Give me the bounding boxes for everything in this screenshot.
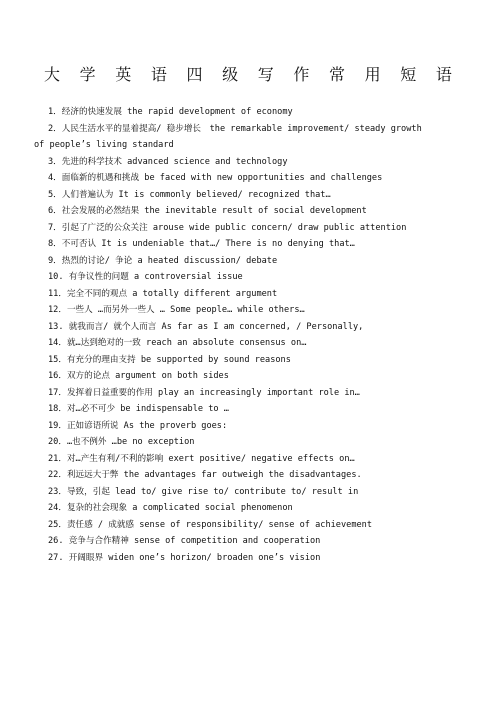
title-char: 语 — [435, 65, 452, 84]
phrase-item: 2．人民生活水平的显着提高/ 稳步增长 the remarkable improvement/ steady growth — [48, 123, 422, 134]
phrase-item: 6．社会发展的必然结果 the inevitable result of social development — [48, 206, 367, 216]
phrase-item: 15．有充分的理由支持 be supported by sound reasons — [48, 354, 291, 365]
phrase-list — [34, 104, 464, 566]
title-char: 四 — [186, 65, 203, 84]
title-char: 常 — [329, 65, 346, 84]
phrase-item: 24．复杂的社会现象 a complicated social phenomenon — [48, 503, 293, 513]
title-char: 语 — [150, 65, 167, 84]
phrase-item: 14．就…达到绝对的一致 reach an absolute consensus on… — [48, 338, 307, 348]
phrase-item: 13. 就我而言/ 就个人而言 As far as I am concerned, / Personally, — [48, 321, 364, 332]
phrase-item: 26. 竞争与合作精神 sense of competition and cooperation — [48, 536, 321, 546]
phrase-item: 12．一些人 …而另外一些人 … Some people… while others… — [48, 305, 305, 315]
phrase-item: 8．不可否认 It is undeniable that…/ There is no denying that… — [48, 239, 355, 249]
phrase-item: 11．完全不同的观点 a totally different argument — [48, 288, 278, 299]
phrase-item: 16．双方的论点 argument on both sides — [48, 371, 229, 381]
phrase-item: 19．正如谚语所说 As the proverb goes: — [48, 420, 228, 431]
phrase-item: 10. 有争议性的问题 a controversial issue — [48, 272, 243, 282]
title-char: 作 — [293, 65, 310, 84]
phrase-item: 20．…也不例外 …be no exception — [48, 437, 195, 447]
phrase-item: 18．对…必不可少 be indispensable to … — [48, 404, 229, 414]
phrase-item: 27. 开阔眼界 widen one’s horizon/ broaden one’s vision — [48, 552, 321, 563]
phrase-item: 4．面临新的机遇和挑战 be faced with new opportunities and challenges — [48, 173, 383, 183]
phrase-item: 7．引起了广泛的公众关注 arouse wide public concern/ draw public attention — [48, 222, 407, 233]
phrase-item-continuation: of people’s living standard — [34, 140, 174, 150]
title-char: 短 — [400, 65, 417, 84]
title-char: 学 — [79, 65, 96, 84]
title-char: 大 — [44, 65, 61, 84]
phrase-item: 25．责任感 / 成就感 sense of responsibility/ sense of achievement — [48, 519, 373, 530]
phrase-item: 9．热烈的讨论/ 争论 a heated discussion/ debate — [48, 255, 278, 266]
page-title — [44, 62, 452, 85]
phrase-item: 17．发挥着日益重要的作用 play an increasingly important role in… — [48, 387, 360, 398]
phrase-item: 23．导致，引起 lead to/ give rise to/ contribute to/ result in — [48, 486, 359, 497]
phrase-item: 3．先进的科学技术 advanced science and technology — [48, 156, 288, 167]
title-char: 用 — [364, 65, 381, 84]
phrase-item: 1．经济的快速发展 the rapid development of economy — [48, 107, 293, 117]
title-char: 写 — [257, 65, 274, 84]
phrase-item: 21．对…产生有利/不利的影响 exert positive/ negative effects on… — [48, 453, 355, 464]
title-char: 英 — [115, 65, 132, 84]
title-char: 级 — [222, 65, 239, 84]
phrase-item: 5．人们普遍认为 It is commonly believed/ recognized that… — [48, 189, 331, 200]
phrase-item: 22．利远远大于弊 the advantages far outweigh the disadvantages. — [48, 470, 362, 480]
